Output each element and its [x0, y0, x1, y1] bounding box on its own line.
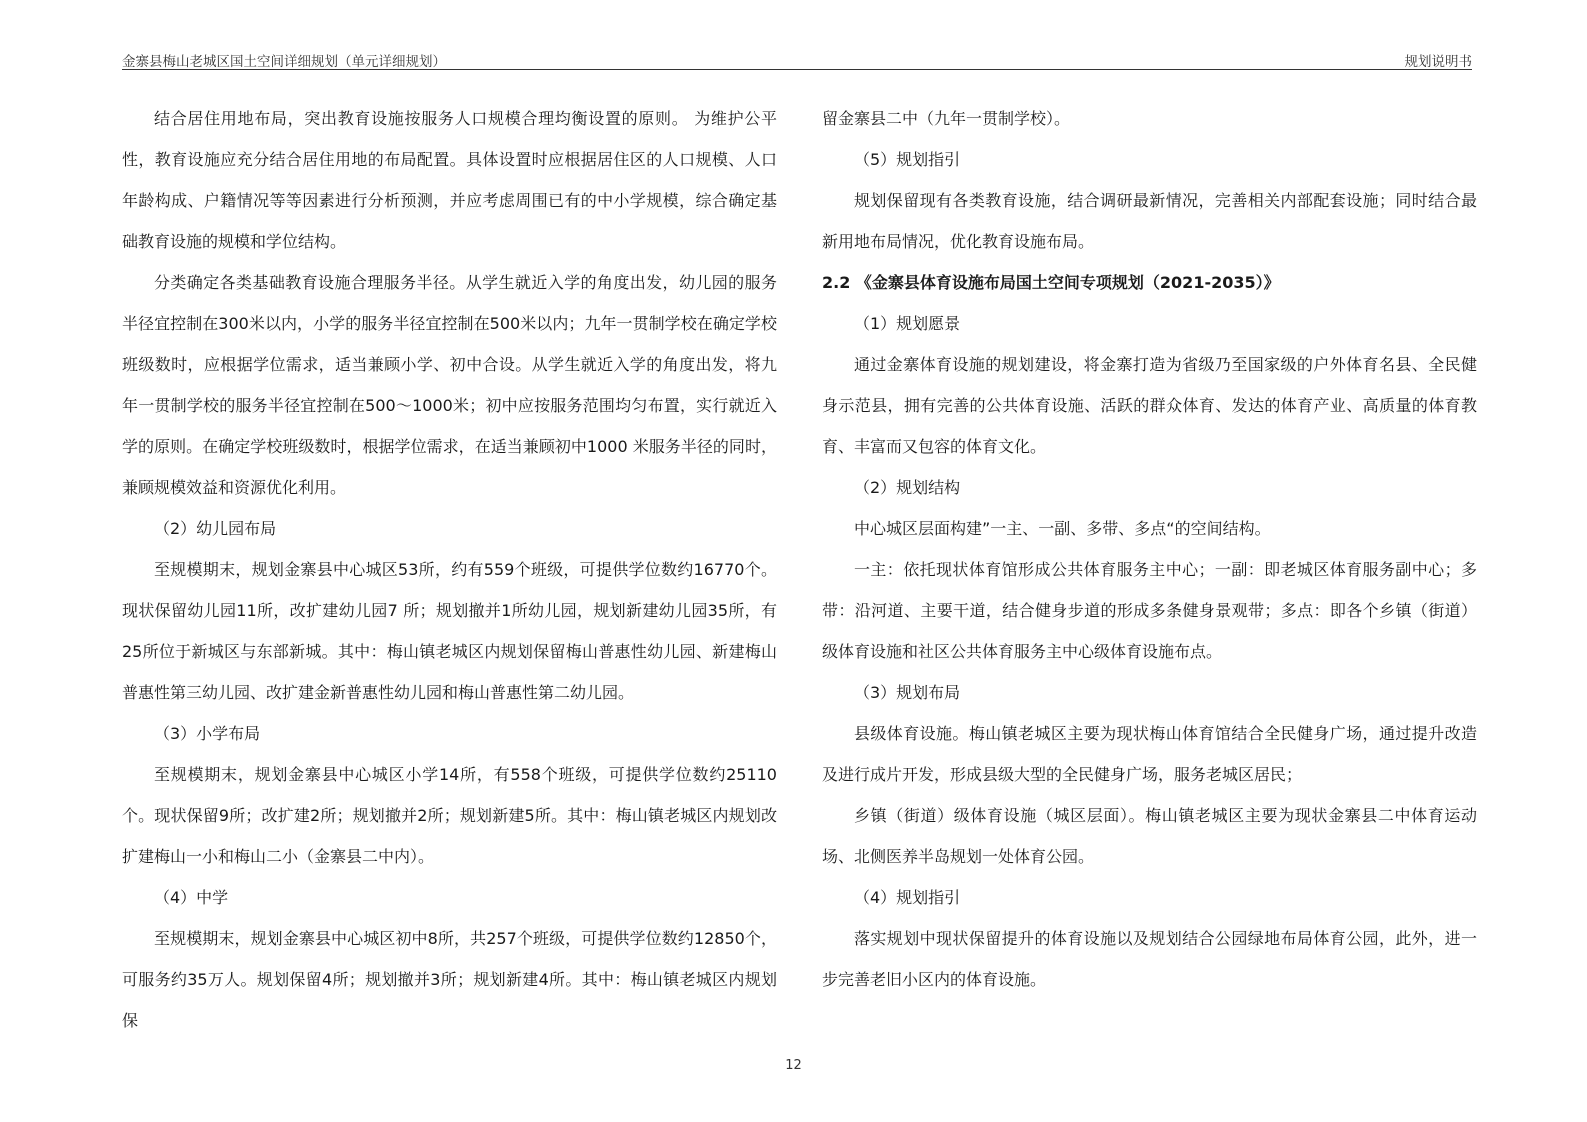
paragraph: 至规模期末，规划金寨县中心城区初中8所，共257个班级，可提供学位数约12850个，可服务约35万人。规划保留4所；规划撤并3所；规划新建4所。其中：梅山镇老城区内规划保 — [122, 929, 777, 1030]
paragraph: 落实规划中现状保留提升的体育设施以及规划结合公园绿地布局体育公园，此外，进一步完善老旧小区内的体育设施。 — [822, 929, 1477, 989]
page-number: 12 — [785, 1058, 802, 1073]
paragraph: 规划保留现有各类教育设施，结合调研最新情况，完善相关内部配套设施；同时结合最新用地布局情况，优化教育设施布局。 — [822, 191, 1477, 251]
paragraph-continuation: 留金寨县二中（九年一贯制学校）。 — [822, 109, 1071, 128]
subheading: （2）幼儿园布局 — [154, 519, 277, 538]
header-document-type: 规划说明书 — [1404, 54, 1472, 70]
page-header — [122, 46, 1472, 70]
subheading: （4）中学 — [154, 888, 229, 907]
paragraph: 至规模期末，规划金寨县中心城区小学14所，有558个班级，可提供学位数约25110个。现状保留9所；改扩建2所；规划撤并2所；规划新建5所。其中：梅山镇老城区内规划改扩建梅山一小和梅山二小（金寨县二中内）。 — [122, 765, 777, 866]
paragraph: 一主：依托现状体育馆形成公共体育服务主中心；一副：即老城区体育服务副中心；多带：沿河道、主要干道，结合健身步道的形成多条健身景观带；多点：即各个乡镇（街道）级体育设施和社区公共体育服务主中心级体育设施布点。 — [822, 560, 1477, 661]
paragraph: 至规模期末，规划金寨县中心城区53所，约有559个班级，可提供学位数约16770个。现状保留幼儿园11所，改扩建幼儿园7 所；规划撤并1所幼儿园，规划新建幼儿园35所，有25所位于新城区与东部新城。其中：梅山镇老城区内规划保留梅山普惠性幼儿园、新建梅山普惠性第三幼儿园、改扩建金新普惠性幼儿园和梅山普惠性第二幼儿园。 — [122, 560, 777, 702]
section-heading: 2.2 《金寨县体育设施布局国土空间专项规划（2021-2035）》 — [822, 273, 1280, 292]
paragraph: 通过金寨体育设施的规划建设，将金寨打造为省级乃至国家级的户外体育名县、全民健身示范县，拥有完善的公共体育设施、活跃的群众体育、发达的体育产业、高质量的体育教育、丰富而又包容的体育文化。 — [822, 355, 1477, 456]
subheading: （3）小学布局 — [154, 724, 261, 743]
paragraph: 结合居住用地布局，突出教育设施按服务人口规模合理均衡设置的原则。 为维护公平性，教育设施应充分结合居住用地的布局配置。具体设置时应根据居住区的人口规模、人口年龄构成、户籍情况等等因素进行分析预测，并应考虑周围已有的中小学规模，综合确定基础教育设施的规模和学位结构。 — [122, 109, 777, 251]
right-column — [822, 98, 1477, 1000]
paragraph: 乡镇（街道）级体育设施（城区层面）。梅山镇老城区主要为现状金寨县二中体育运动场、北侧医养半岛规划一处体育公园。 — [822, 806, 1477, 866]
paragraph: 分类确定各类基础教育设施合理服务半径。从学生就近入学的角度出发，幼儿园的服务半径宜控制在300米以内，小学的服务半径宜控制在500米以内；九年一贯制学校在确定学校班级数时，应根据学位需求，适当兼顾小学、初中合设。从学生就近入学的角度出发，将九年一贯制学校的服务半径宜控制在500～1000米；初中应按服务范围均匀布置，实行就近入学的原则。在确定学校班级数时，根据学位需求，在适当兼顾初中1000 米服务半径的同时，兼顾规模效益和资源优化利用。 — [122, 273, 777, 497]
paragraph: 县级体育设施。梅山镇老城区主要为现状梅山体育馆结合全民健身广场，通过提升改造及进行成片开发，形成县级大型的全民健身广场，服务老城区居民； — [822, 724, 1477, 784]
left-column — [122, 98, 777, 1041]
subheading: （2）规划结构 — [854, 478, 961, 497]
subheading: （4）规划指引 — [854, 888, 961, 907]
subheading: （3）规划布局 — [854, 683, 961, 702]
paragraph: 中心城区层面构建”一主、一副、多带、多点“的空间结构。 — [854, 519, 1271, 538]
subheading: （5）规划指引 — [854, 150, 961, 169]
subheading: （1）规划愿景 — [854, 314, 961, 333]
header-document-title: 金寨县梅山老城区国土空间详细规划（单元详细规划） — [122, 54, 446, 70]
header-rule — [122, 69, 1472, 70]
